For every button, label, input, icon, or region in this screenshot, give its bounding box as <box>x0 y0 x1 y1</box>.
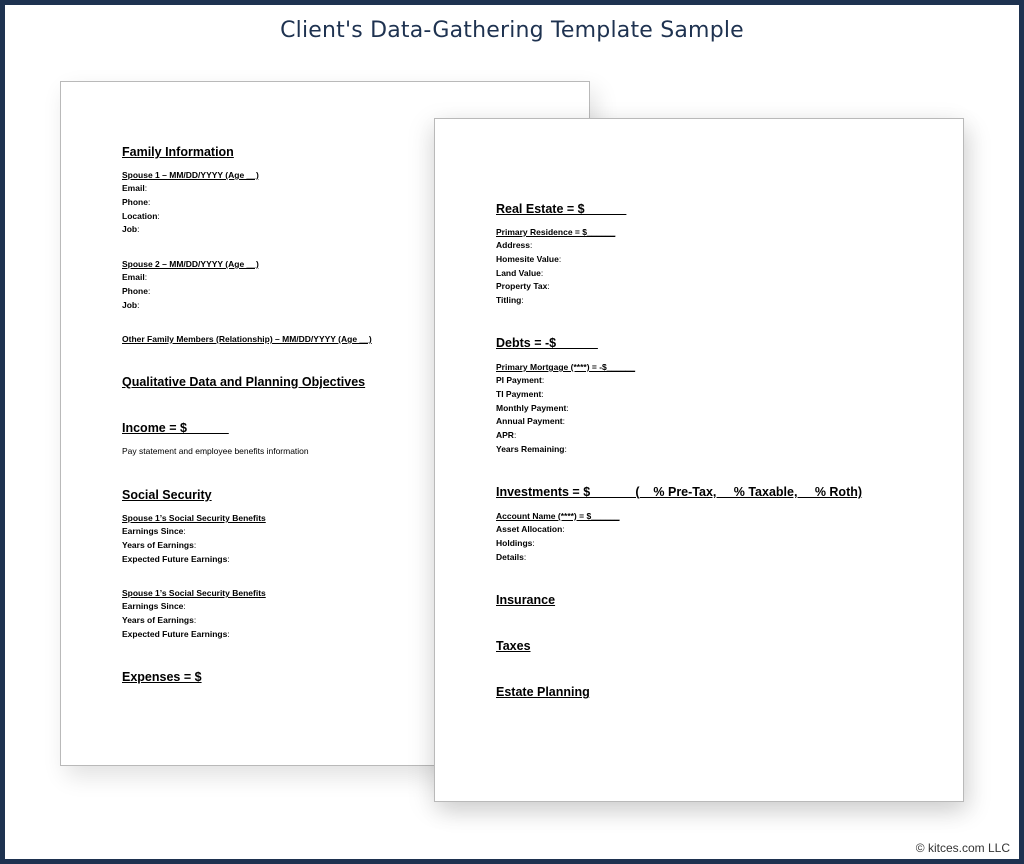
social-security-heading: Social Security <box>122 488 212 502</box>
spouse1-location-field: Location: <box>122 211 160 221</box>
spouse1-email-field: Email: <box>122 183 148 193</box>
right-document-page <box>434 118 964 802</box>
investments-heading: Investments = $______ (__% Pre-Tax, __% Taxable, __% Roth) <box>496 485 863 499</box>
asset-allocation-field: Asset Allocation: <box>496 524 565 534</box>
spouse1-phone-field: Phone: <box>122 197 151 207</box>
spouse1-line: Spouse 1 – MM/DD/YYYY (Age __) <box>122 170 259 180</box>
estate-planning-heading: Estate Planning <box>496 685 590 699</box>
apr-field: APR: <box>496 430 517 440</box>
other-family-members-line: Other Family Members (Relationship) – MM/DD/YYYY (Age __) <box>122 334 372 344</box>
homesite-value-field: Homesite Value: <box>496 254 562 264</box>
years-remaining-field: Years Remaining: <box>496 444 567 454</box>
income-heading: Income = $______ <box>122 421 229 435</box>
expenses-heading: Expenses = $ <box>122 670 202 684</box>
insurance-heading: Insurance <box>496 593 556 607</box>
account-name-line: Account Name (****) = $______ <box>496 511 620 521</box>
primary-residence-line: Primary Residence = $______ <box>496 227 616 237</box>
titling-field: Titling: <box>496 295 524 305</box>
annual-payment-field: Annual Payment: <box>496 416 565 426</box>
copyright-notice: © kitces.com LLC <box>915 841 1010 855</box>
monthly-payment-field: Monthly Payment: <box>496 403 569 413</box>
ss2-earnings-since-field: Earnings Since: <box>122 601 186 611</box>
debts-heading: Debts = -$______ <box>496 336 598 350</box>
spouse2-line: Spouse 2 – MM/DD/YYYY (Age __) <box>122 259 259 269</box>
holdings-field: Holdings: <box>496 538 535 548</box>
ss2-years-of-earnings-field: Years of Earnings: <box>122 615 197 625</box>
ss2-expected-future-earnings-field: Expected Future Earnings: <box>122 629 230 639</box>
qualitative-data-heading: Qualitative Data and Planning Objectives <box>122 375 366 389</box>
family-information-heading: Family Information <box>122 145 234 159</box>
primary-mortgage-line: Primary Mortgage (****) = -$______ <box>496 362 636 372</box>
spouse1-job-field: Job: <box>122 224 140 234</box>
spouse2-email-field: Email: <box>122 272 148 282</box>
real-estate-heading: Real Estate = $______ <box>496 202 627 216</box>
taxes-heading: Taxes <box>496 639 531 653</box>
address-field: Address: <box>496 240 533 250</box>
ss-block2-title: Spouse 1’s Social Security Benefits <box>122 588 266 598</box>
pi-payment-field: PI Payment: <box>496 375 545 385</box>
land-value-field: Land Value: <box>496 268 544 278</box>
ss-block1-title: Spouse 1’s Social Security Benefits <box>122 513 266 523</box>
details-field: Details: <box>496 552 527 562</box>
income-note: Pay statement and employee benefits information <box>122 446 309 456</box>
property-tax-field: Property Tax: <box>496 281 550 291</box>
spouse2-phone-field: Phone: <box>122 286 151 296</box>
ss1-years-of-earnings-field: Years of Earnings: <box>122 540 197 550</box>
ss1-earnings-since-field: Earnings Since: <box>122 526 186 536</box>
ti-payment-field: TI Payment: <box>496 389 544 399</box>
ss1-expected-future-earnings-field: Expected Future Earnings: <box>122 554 230 564</box>
spouse2-job-field: Job: <box>122 300 140 310</box>
page-title: Client's Data-Gathering Template Sample <box>280 18 744 43</box>
